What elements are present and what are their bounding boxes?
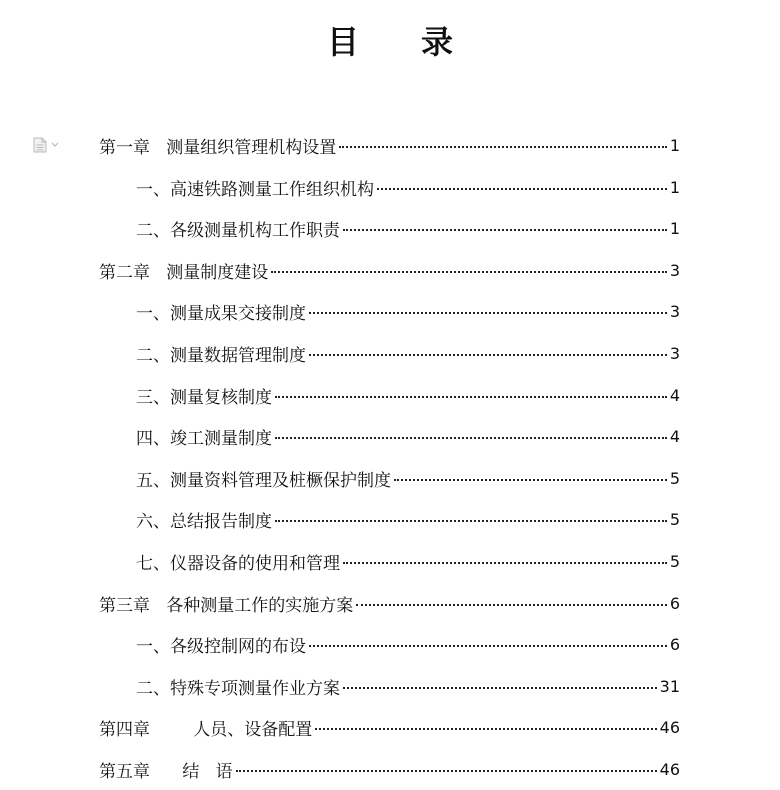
toc-page-number: 1 (669, 218, 680, 238)
toc-dot-leader (275, 396, 667, 398)
toc-page-number: 4 (669, 426, 680, 446)
toc-entry-label: 二、各级测量机构工作职责 (136, 220, 340, 241)
toc-section-entry[interactable] (0, 332, 780, 374)
toc-page-number: 46 (659, 759, 680, 779)
toc-section-entry[interactable] (0, 207, 780, 249)
toc-section-entry[interactable] (0, 166, 780, 208)
toc-dot-leader (236, 770, 657, 772)
toc-dot-leader (343, 687, 657, 689)
toc-section-entry[interactable] (0, 457, 780, 499)
toc-dot-leader (343, 562, 667, 564)
toc-entry-label: 五、测量资料管理及桩橛保护制度 (136, 470, 391, 491)
toc-section-entry[interactable] (0, 290, 780, 332)
toc-section-entry[interactable] (0, 498, 780, 540)
toc-page-number: 3 (669, 260, 680, 280)
toc-dot-leader (309, 645, 667, 647)
toc-section-entry[interactable] (0, 374, 780, 416)
toc-page-number: 6 (669, 634, 680, 654)
toc-entry-label: 一、测量成果交接制度 (136, 303, 306, 324)
toc-dot-leader (377, 188, 667, 190)
toc-entry-label: 第二章 测量制度建设 (99, 262, 269, 283)
toc-dot-leader (315, 728, 656, 730)
toc-page-number: 46 (659, 717, 680, 737)
toc-page-number: 31 (659, 676, 680, 696)
toc-chapter-entry[interactable] (0, 124, 780, 166)
toc-section-entry[interactable] (0, 415, 780, 457)
toc-dot-leader (356, 604, 667, 606)
toc-entry-label: 第一章 测量组织管理机构设置 (99, 137, 337, 158)
toc-entry-label: 二、特殊专项测量作业方案 (136, 678, 340, 699)
toc-entry-label: 六、总结报告制度 (136, 511, 272, 532)
title-part-2: 录 (421, 23, 454, 61)
toc-dot-leader (275, 437, 667, 439)
toc-entry-label: 一、高速铁路测量工作组织机构 (136, 179, 374, 200)
toc-page-number: 1 (669, 177, 680, 197)
toc-page-number: 4 (669, 385, 680, 405)
toc-page-number: 5 (669, 509, 680, 529)
toc-page-number: 5 (669, 551, 680, 571)
toc-section-entry[interactable] (0, 623, 780, 665)
toc-page-number: 6 (669, 593, 680, 613)
toc-page-number: 3 (669, 301, 680, 321)
toc-dot-leader (343, 229, 667, 231)
toc-dot-leader (309, 312, 667, 314)
toc-entry-label: 三、测量复核制度 (136, 387, 272, 408)
toc-dot-leader (309, 354, 667, 356)
toc-page-number: 1 (669, 135, 680, 155)
toc-entry-label: 七、仪器设备的使用和管理 (136, 553, 340, 574)
page-title (0, 20, 780, 64)
toc-dot-leader (275, 520, 667, 522)
toc-section-entry[interactable] (0, 665, 780, 707)
toc-section-entry[interactable] (0, 540, 780, 582)
toc-chapter-entry[interactable] (0, 582, 780, 624)
toc-dot-leader (394, 479, 667, 481)
toc-entry-label: 一、各级控制网的布设 (136, 636, 306, 657)
toc-entry-label: 第三章 各种测量工作的实施方案 (99, 595, 354, 616)
title-part-1: 目 (326, 23, 359, 61)
toc-chapter-entry[interactable] (0, 706, 780, 748)
toc-dot-leader (271, 271, 667, 273)
toc-page-number: 5 (669, 468, 680, 488)
toc-page-number: 3 (669, 343, 680, 363)
toc-entry-label: 第五章 结 语 (99, 761, 233, 782)
toc-entry-label: 二、测量数据管理制度 (136, 345, 306, 366)
toc-dot-leader (339, 146, 667, 148)
toc-entry-label: 第四章 人员、设备配置 (99, 719, 313, 740)
toc-entry-label: 四、竣工测量制度 (136, 428, 272, 449)
toc-chapter-entry[interactable] (0, 249, 780, 291)
